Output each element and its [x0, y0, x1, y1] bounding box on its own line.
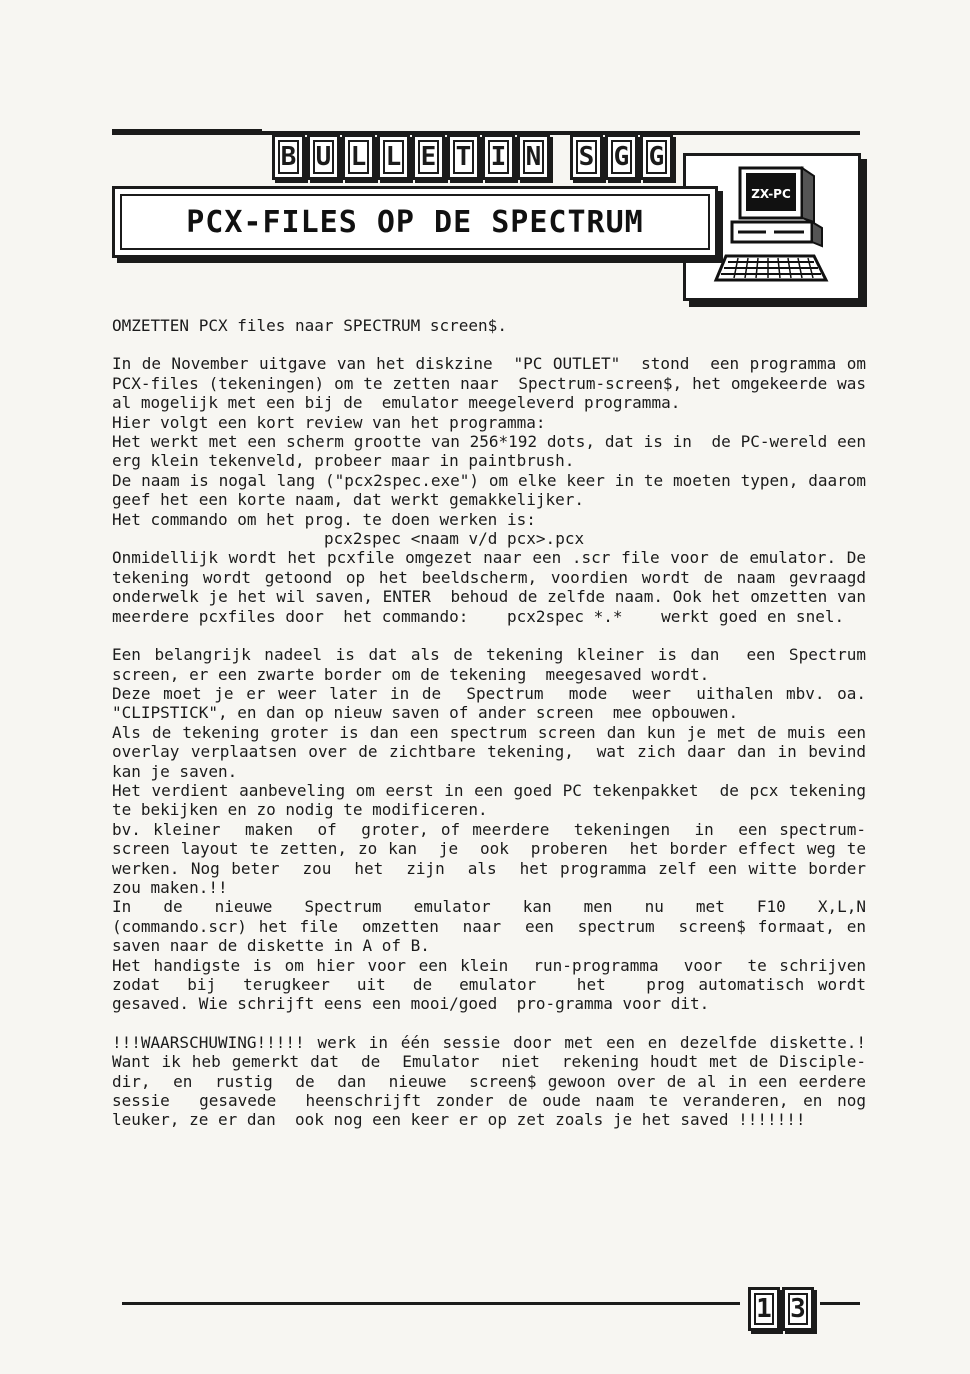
article-heading: OMZETTEN PCX files naar SPECTRUM screen$.	[112, 316, 507, 335]
article-title-box	[112, 186, 718, 258]
masthead-letter: N	[517, 134, 550, 180]
paragraph: Het verdient aanbeveling om eerst in een goed PC tekenpakket de pcx tekening te bekijken en zo nodig te modificeren.	[112, 780, 876, 820]
paragraph: bv. kleiner maken of groter, of meerdere tekeningen in een spectrum-screen layout te zetten, zo kan je ook proberen het border effect weg te werken. Nog beter zou het zijn als het programma zelf een witte border zou maken.!!	[112, 819, 876, 897]
logo-label: ZX-PC	[751, 187, 791, 201]
paragraph: In de nieuwe Spectrum emulator kan men nu met F10 X,L,N (commando.scr) het file omzetten naar een spectrum screen$ formaat, en saven naar de diskette in A of B.	[112, 897, 876, 956]
masthead-letter: I	[482, 134, 515, 180]
article-title: PCX-FILES OP DE SPECTRUM	[186, 204, 644, 240]
bulletin-masthead	[272, 134, 673, 180]
command-line: pcx2spec <naam v/d pcx>.pcx	[324, 529, 585, 549]
footer-rule	[122, 1302, 740, 1305]
footer-rule-right	[820, 1302, 860, 1305]
masthead-letter: L	[342, 134, 375, 180]
masthead-letter: G	[605, 134, 638, 180]
paragraph: Als de tekening groter is dan een spectrum screen dan kun je met de muis een overlay verplaatsen over de zichtbare tekening, wat zich daar dan in bevind kan je saven.	[112, 722, 876, 781]
paragraph: Een belangrijk nadeel is dat als de tekening kleiner is dan een Spectrum screen, er een zwarte border om de tekening meegesaved wordt.	[112, 645, 876, 684]
masthead-letter: T	[447, 134, 480, 180]
paragraph: Het werkt met een scherm grootte van 256*192 dots, dat is in de PC-wereld een erg klein tekenveld, probeer maar in paintbrush.	[112, 432, 876, 471]
warning-paragraph: !!!WAARSCHUWING!!!!! werk in één sessie door met een en dezelfde diskette.! Want ik heb gemerkt dat de Emulator niet rekening houdt met de Disciple-dir, en rustig de dan nieuwe screen$ gewoon over de al in een eerdere sessie gesavede heenschrijft zonder de oude naam te veranderen, en nog leuker, ze er dan ook nog een keer er op zet zoals je het saved !!!!!!!	[112, 1032, 886, 1130]
article-body	[112, 316, 886, 1130]
masthead-letter: B	[272, 134, 305, 180]
paragraph: De naam is nogal lang ("pcx2spec.exe") om elke keer in te moeten typen, daarom geef het een korte naam, dat werkt gemakkelijker.	[112, 470, 876, 510]
paragraph: Hier volgt een kort review van het programma:	[112, 412, 546, 432]
paragraph: In de November uitgave van het diskzine "PC OUTLET" stond een programma om PCX-files (tekeningen) om te zetten naar Spectrum-screen$, het omgekeerde was al mogelijk met een bij de emulator meegeleverd programma.	[112, 354, 876, 413]
masthead-letter: S	[570, 134, 603, 180]
paragraph: Onmidellijk wordt het pcxfile omgezet naar een .scr file voor de emulator. De tekening wordt getoond op het beeldscherm, voordien wordt de naam gevraagd onderwelk je het wil saven, ENTER behoud de zelfde naam. Ook het omzetten van meerdere pcxfiles door het commando: pcx2spec *.* werkt goed en snel.	[112, 548, 876, 626]
paragraph: Het commando om het prog. te doen werken is:	[112, 509, 536, 529]
masthead-letter: G	[640, 134, 673, 180]
page-digit: 3	[782, 1287, 814, 1331]
masthead-letter: E	[412, 134, 445, 180]
masthead-letter: L	[377, 134, 410, 180]
paragraph: Deze moet je er weer later in de Spectrum mode weer uithalen mbv. oa. "CLIPSTICK", en dan op nieuw saven of ander screen mee opbouwen.	[112, 683, 876, 723]
page-digit: 1	[748, 1287, 780, 1331]
masthead-letter: U	[307, 134, 340, 180]
paragraph: Het handigste is om hier voor een klein run-programma voor te schrijven zodat bij terugkeer uit de emulator het prog automatisch wordt gesaved. Wie schrijft eens een mooi/goed pro-gramma voor dit.	[112, 955, 886, 1014]
page-number	[748, 1287, 814, 1331]
